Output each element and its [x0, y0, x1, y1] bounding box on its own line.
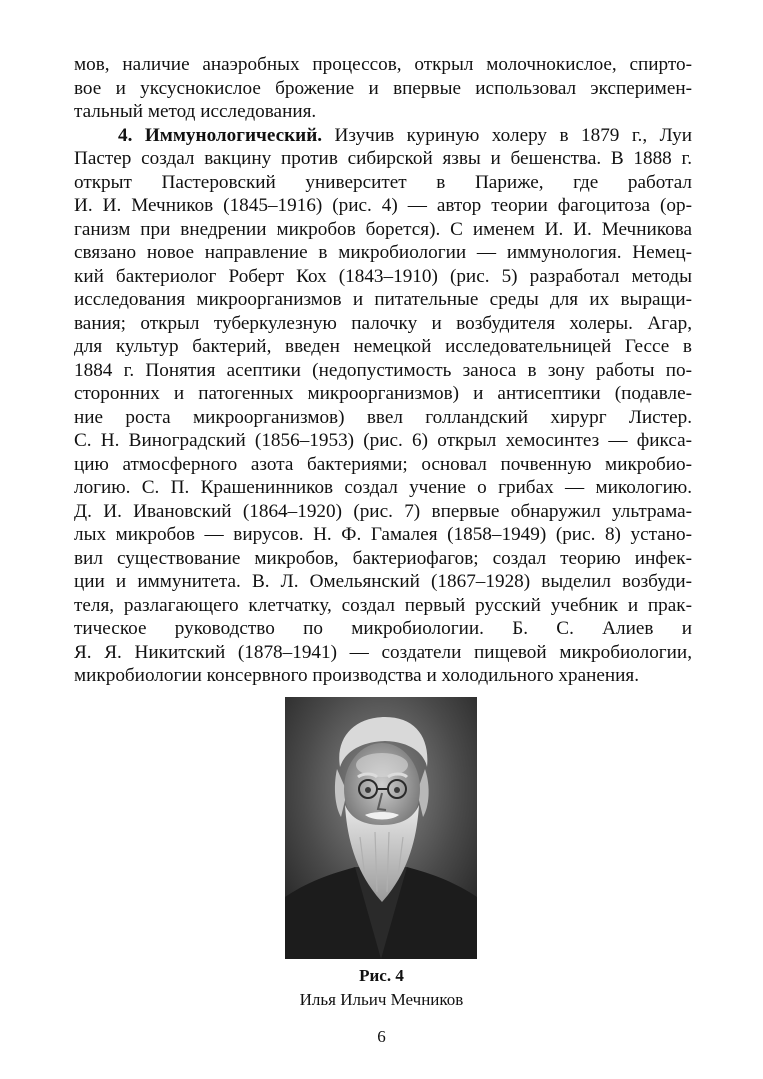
- page-number: 6: [377, 1027, 386, 1046]
- text-line: тальный метод исследования.: [74, 101, 317, 122]
- text-line: для культур бактерий, введен немецкой исследовательницей Гессе в: [74, 336, 692, 357]
- text-line: тическое руководство по микробиологии. Б. С. Алиев и: [74, 618, 692, 639]
- body-text: [74, 53, 692, 688]
- text-line: кий бактериолог Роберт Кох (1843–1910) (рис. 5) разработал методы: [74, 265, 692, 287]
- text-line: сторонних и патогенных микроорганизмов) и антисептики (подавле-: [74, 383, 692, 404]
- text-line: 1884 г. Понятия асептики (недопустимость заноса в зону работы по-: [74, 359, 692, 381]
- text-line: Пастер создал вакцину против сибирской язвы и бешенства. В 1888 г.: [74, 148, 692, 169]
- portrait-photo: [285, 697, 477, 959]
- text-line: вое и уксуснокислое брожение и впервые использовал эксперимен-: [74, 77, 692, 99]
- text-line: ганизм при внедрении микробов борется). С именем И. И. Мечникова: [74, 218, 692, 240]
- text-line: теля, разлагающего клетчатку, создал первый русский учебник и прак-: [74, 594, 692, 616]
- figure-caption-name: Илья Ильич Мечников: [299, 990, 464, 1009]
- text-line: микробиологии консервного производства и холодильного хранения.: [74, 665, 640, 686]
- section-heading: 4. Иммунологический.: [118, 124, 323, 146]
- text-line: открыт Пастеровский университет в Париже, где работал: [74, 171, 692, 193]
- text-line: лых микробов — вирусов. Н. Ф. Гамалея (1858–1949) (рис. 8) устано-: [74, 524, 692, 545]
- text-line: вания; открыл туберкулезную палочку и возбудителя холеры. Агар,: [74, 312, 692, 334]
- text-line: ние роста микроорганизмов) ввел голландский хирург Листер.: [74, 406, 692, 428]
- text-line: И. И. Мечников (1845–1916) (рис. 4) — автор теории фагоцитоза (ор-: [74, 195, 692, 216]
- figure-caption-title: Рис. 4: [359, 966, 404, 985]
- text-line: ции и иммунитета. В. Л. Омельянский (1867–1928) выделил возбуди-: [74, 571, 692, 592]
- text-line: Д. И. Ивановский (1864–1920) (рис. 7) впервые обнаружил ультрама-: [74, 500, 692, 522]
- text-line: мов, наличие анаэробных процессов, открыл молочнокислое, спирто-: [74, 54, 692, 75]
- paragraph-heading-line: [74, 124, 692, 148]
- text-line: Я. Я. Никитский (1878–1941) — создатели пищевой микробиологии,: [74, 641, 692, 663]
- text-line: логию. С. П. Крашенинников создал учение о грибах — микологию.: [74, 477, 692, 498]
- text-line: Изучив куриную холеру в 1879 г., Луи: [322, 124, 692, 146]
- text-line: цию атмосферного азота бактериями; основал почвенную микробио-: [74, 453, 692, 475]
- text-line: С. Н. Виноградский (1856–1953) (рис. 6) открыл хемосинтез — фикса-: [74, 430, 692, 451]
- text-line: исследования микроорганизмов и питательные среды для их выращи-: [74, 289, 692, 310]
- text-line: вил существование микробов, бактериофагов; создал теорию инфек-: [74, 547, 692, 569]
- text-line: связано новое направление в микробиологии — иммунология. Немец-: [74, 242, 692, 263]
